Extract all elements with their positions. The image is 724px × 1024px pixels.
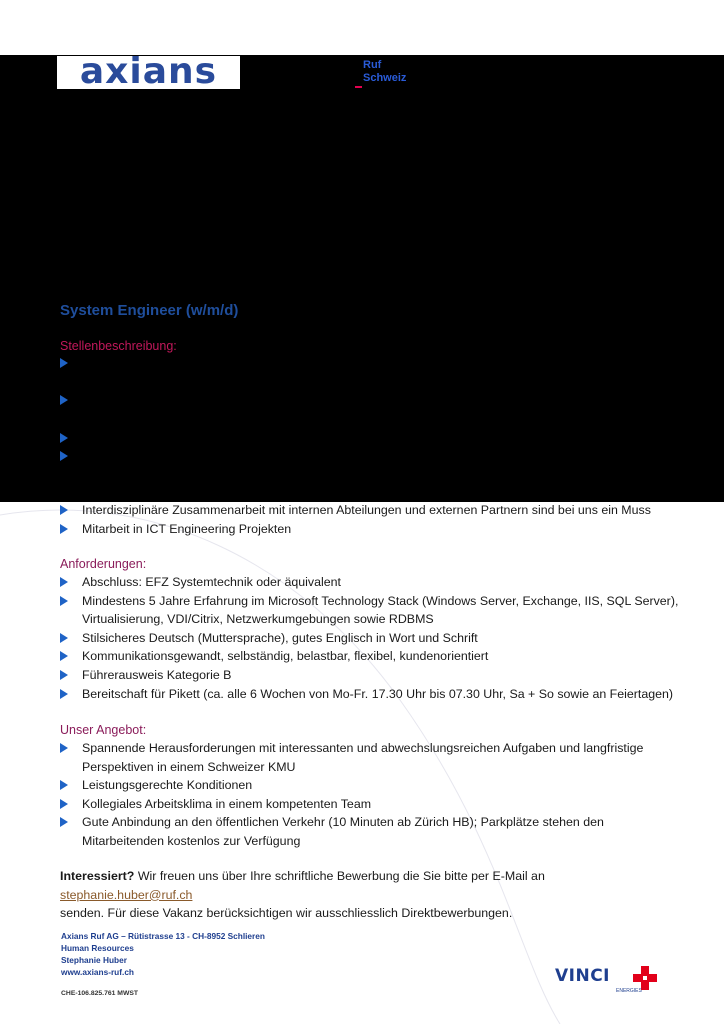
bullet-icon — [60, 430, 69, 440]
list-item: Leistungsgerechte Konditionen — [60, 776, 643, 795]
bullet-icon — [60, 670, 68, 680]
list-item: Bereitschaft für Pikett (ca. alle 6 Wochen von Mo-Fr. 17.30 Uhr bis 07.30 Uhr, Sa + So sowie an Feiertagen) — [60, 685, 678, 704]
list-item-continuation: Perspektiven in einem Schweizer KMU — [82, 759, 296, 774]
list-item: Interdisziplinäre Zusammenarbeit mit internen Abteilungen und externen Partnern sind bei uns ein Muss — [60, 501, 651, 520]
footer-contact-name: Stephanie Huber — [61, 955, 127, 965]
list-item: Abschluss: EFZ Systemtechnik oder äquivalent — [60, 573, 678, 592]
closing-line2: senden. Für diese Vakanz berücksichtigen wir ausschliesslich Direktbewerbungen. — [60, 906, 513, 921]
brand-line-ruf: Ruf — [363, 59, 382, 71]
vinci-logo-text: VINCI — [555, 966, 611, 986]
redacted-area — [0, 51, 724, 502]
list-item-continuation: Mitarbeitenden kostenlos zur Verfügung — [82, 833, 301, 848]
logo-text: axians — [79, 51, 218, 92]
bullet-icon — [60, 633, 68, 643]
email-link[interactable]: stephanie.huber@ruf.ch — [60, 887, 193, 902]
brand-line-schweiz: Schweiz — [363, 72, 407, 84]
offer-label: Unser Angebot: — [60, 723, 147, 737]
footer-address: Axians Ruf AG – Rütistrasse 13 - CH-8952 Schlieren — [61, 931, 265, 941]
list-item: Gute Anbindung an den öffentlichen Verkehr (10 Minuten ab Zürich HB); Parkplätze stehen den — [60, 813, 643, 832]
footer-contact — [61, 930, 265, 1000]
brand-name — [363, 59, 406, 85]
footer-department: Human Resources — [61, 943, 134, 953]
bullet-icon — [60, 505, 68, 515]
list-item: Führerausweis Kategorie B — [60, 666, 678, 685]
bullet-icon — [60, 817, 68, 827]
job-title: System Engineer (w/m/d) — [60, 302, 239, 319]
bullet-icon — [60, 392, 69, 402]
footer-website[interactable]: www.axians-ruf.ch — [61, 967, 134, 977]
description-list — [60, 501, 651, 538]
bullet-icon — [60, 689, 68, 699]
vinci-energies-logo — [555, 966, 642, 994]
footer-vat: CHE-106.825.761 MWST — [61, 990, 139, 997]
list-item: Kommunikationsgewandt, selbständig, belastbar, flexibel, kundenorientiert — [60, 647, 678, 666]
bullet-icon — [60, 743, 68, 753]
closing-text: Wir freuen uns über Ihre schriftliche Bewerbung die Sie bitte per E-Mail an — [134, 869, 545, 883]
description-label: Stellenbeschreibung: — [60, 339, 177, 353]
bullet-icon — [60, 448, 69, 458]
requirements-label: Anforderungen: — [60, 557, 147, 571]
bullet-icon — [60, 780, 68, 790]
list-item: Mindestens 5 Jahre Erfahrung im Microsoft Technology Stack (Windows Server, Exchange, IIS, SQL Server), — [60, 592, 678, 611]
brand-underscore — [355, 86, 362, 88]
list-item: Kollegiales Arbeitsklima in einem kompetenten Team — [60, 795, 643, 814]
bullet-icon — [60, 577, 68, 587]
list-item: Mitarbeit in ICT Engineering Projekten — [60, 520, 651, 539]
axians-logo — [57, 51, 240, 92]
list-item-continuation: Virtualisierung, VDI/Citrix, Netzwerkumgebungen sowie RDBMS — [82, 612, 434, 627]
bullet-icon — [60, 799, 68, 809]
bullet-icon — [60, 596, 68, 606]
offer-list — [60, 739, 643, 851]
bullet-icon — [60, 651, 68, 661]
closing-bold: Interessiert? — [60, 869, 135, 883]
closing-paragraph — [60, 867, 670, 923]
vinci-sub-text: ENERGIES — [616, 988, 642, 994]
list-item: Spannende Herausforderungen mit interessanten und abwechslungsreichen Aufgaben und langfristige — [60, 739, 643, 758]
requirements-list — [60, 573, 678, 703]
bullet-icon — [60, 355, 69, 365]
list-item: Stilsicheres Deutsch (Muttersprache), gutes Englisch in Wort und Schrift — [60, 629, 678, 648]
bullet-icon — [60, 524, 68, 534]
